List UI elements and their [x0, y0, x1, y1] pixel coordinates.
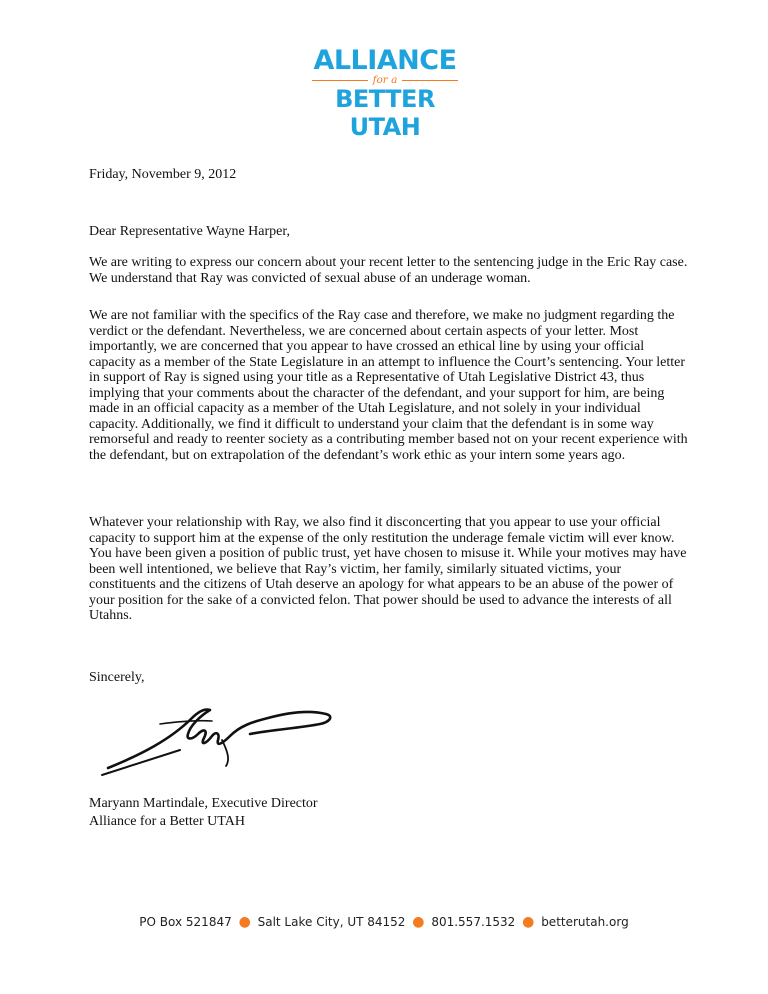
- signer-name-title: Maryann Martindale, Executive Director: [89, 796, 318, 811]
- letter-date: Friday, November 9, 2012: [89, 167, 237, 182]
- paragraph-1: We are writing to express our concern about your recent letter to the sentencing judge in the Eric Ray case. We understand that Ray was convicted of sexual abuse of an underage woman.: [89, 255, 688, 286]
- logo-line-alliance: ALLIANCE: [313, 45, 457, 76]
- bullet-icon: ●: [522, 914, 535, 930]
- bullet-icon: ●: [412, 914, 425, 930]
- footer-contact: [0, 912, 768, 932]
- bullet-icon: ●: [238, 914, 251, 930]
- footer-website: betterutah.org: [541, 915, 629, 929]
- paragraph-2: We are not familiar with the specifics of the Ray case and therefore, we make no judgment regarding the verdict or the defendant. Nevertheless, we are concerned about certain aspects of your letter. Most importantly, we are concerned that you appear to have crossed an ethical line by using your official capacity as a member of the State Legislature in an attempt to influence the Court’s sentencing. Your letter in support of Ray is signed using your title as a Representative of Utah Legislative District 43, thus implying that your comments about the character of the defendant, and your support for him, are being made in an official capacity as a member of the Utah Legislature, and not solely in your individual capacity. Additionally, we find it difficult to understand your claim that the defendant is in some way remorseful and ready to reenter society as a contributing member based not on your recent experience with the defendant, but on extrapolation of the defendant’s work ethic as your intern some years ago.: [89, 308, 688, 463]
- signer-organization: Alliance for a Better UTAH: [89, 814, 245, 829]
- footer-city: Salt Lake City, UT 84152: [257, 915, 406, 929]
- letter-closing: Sincerely,: [89, 670, 145, 685]
- logo-line-for-a: for a: [372, 74, 398, 86]
- letter-salutation: Dear Representative Wayne Harper,: [89, 224, 290, 239]
- handwritten-signature: [100, 700, 350, 780]
- alliance-logo: [300, 45, 470, 141]
- logo-rule-right: [402, 80, 458, 81]
- paragraph-3: Whatever your relationship with Ray, we also find it disconcerting that you appear to use your official capacity to support him at the expense of the only restitution the underage female victim will ever know. You have been given a position of public trust, yet have chosen to misuse it. While your motives may have been well intentioned, we believe that Ray’s victim, her family, similarly situated victims, your constituents and the citizens of Utah deserve an apology for what appears to be an abuse of the power of your position for the sake of a convicted felon. That power should be used to advance the interests of all Utahns.: [89, 515, 687, 623]
- logo-line-better-utah: BETTER UTAH: [335, 85, 435, 141]
- footer-phone: 801.557.1532: [431, 915, 516, 929]
- footer-po-box: PO Box 521847: [139, 915, 232, 929]
